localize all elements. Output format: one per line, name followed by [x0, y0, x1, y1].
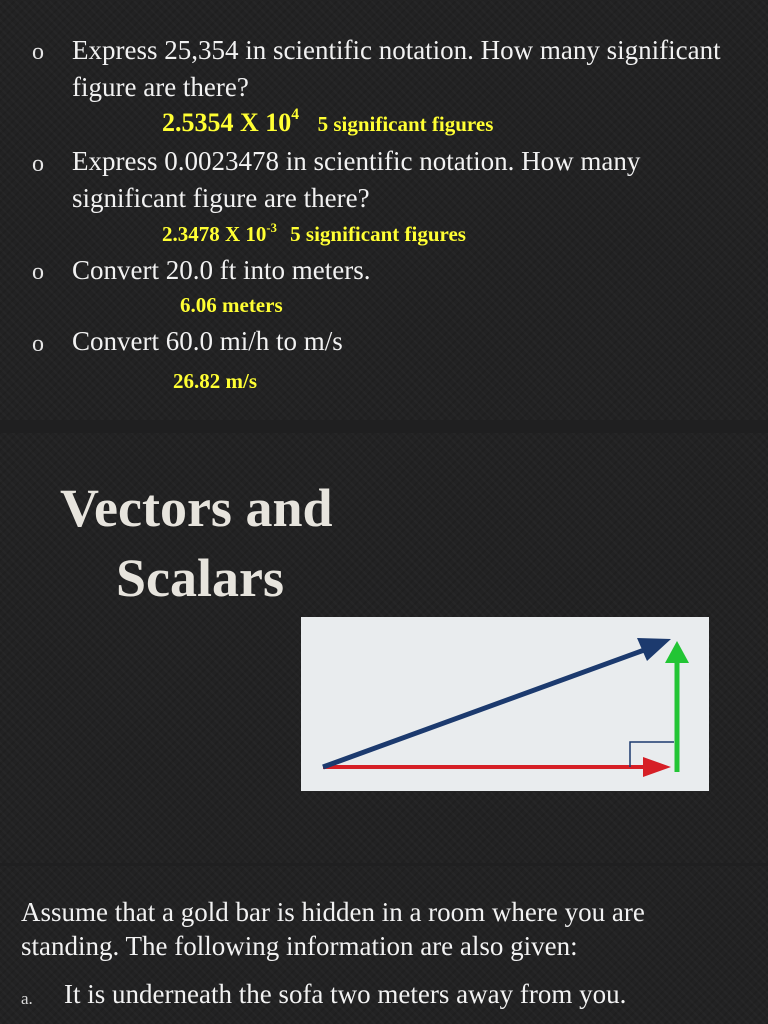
answer-1-exponent: 4	[291, 106, 300, 124]
title-line-1: Vectors and	[60, 478, 333, 538]
vertical-arrowhead	[665, 641, 689, 663]
answer-2-exponent: -3	[266, 220, 277, 235]
slide-gold-bar-problem	[0, 866, 768, 1024]
question-3: Convert 20.0 ft into meters.	[72, 255, 371, 285]
vector-triangle-svg	[301, 617, 709, 791]
resultant-arrowhead	[637, 638, 671, 661]
horizontal-arrowhead	[643, 757, 671, 777]
problem-paragraph: Assume that a gold bar is hidden in a room where you are standing. The following information are also given:	[21, 897, 645, 961]
answer-1-sigfigs: 5 significant figures	[317, 112, 494, 136]
slide-vectors-and-scalars	[0, 433, 768, 863]
bullet-q2: o	[32, 151, 44, 177]
slide-scientific-notation	[0, 0, 768, 420]
bullet-q1: o	[32, 39, 44, 65]
item-a-text: It is underneath the sofa two meters away from you.	[64, 979, 627, 1009]
item-a-marker: a.	[21, 989, 33, 1008]
question-2: Express 0.0023478 in scientific notation. How many significant figure are there?	[72, 146, 641, 213]
answer-1	[162, 108, 493, 138]
bullet-q3: o	[32, 259, 44, 285]
answer-2-value: 2.3478 X 10	[162, 222, 267, 246]
title-line-2: Scalars	[116, 548, 284, 608]
answer-1-value: 2.5354 X 10	[162, 108, 292, 137]
answer-2	[162, 222, 466, 247]
answer-4: 26.82 m/s	[173, 369, 257, 393]
resultant-vector	[323, 649, 647, 767]
vector-diagram	[301, 617, 709, 791]
bullet-q4: o	[32, 331, 44, 357]
answer-3: 6.06 meters	[180, 293, 283, 317]
question-4: Convert 60.0 mi/h to m/s	[72, 326, 343, 356]
question-1: Express 25,354 in scientific notation. How many significant figure are there?	[72, 35, 721, 102]
answer-2-sigfigs: 5 significant figures	[290, 222, 466, 246]
